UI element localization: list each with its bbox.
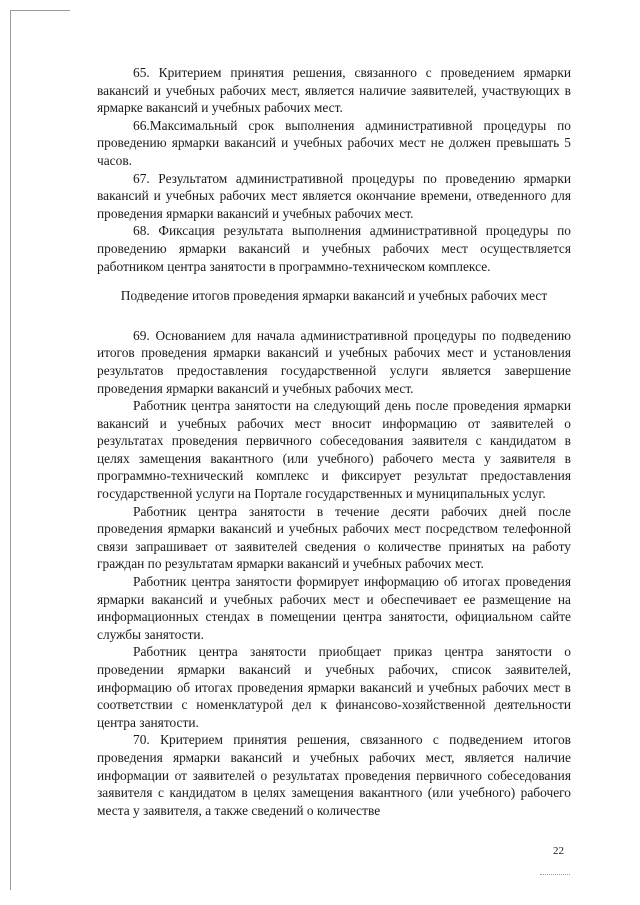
paragraph-66: 66.Максимальный срок выполнения административной процедуры по проведению ярмарки вакансий и учебных рабочих мест не должен превышать 5 часов. [97, 117, 571, 168]
page-number: 22 [553, 845, 564, 857]
paragraph-order: Работник центра занятости приобщает приказ центра занятости о проведении ярмарки вакансий и учебных рабочих, список заявителей, информацию об итогах проведения ярмарки вакансий и учебных рабочих мест в соответствии с номенклатурой дел к финансово-хозяйственной деятельности центра занятости. [97, 644, 571, 730]
paragraph-65: 65. Критерием принятия решения, связанного с проведением ярмарки вакансий и учебных рабочих мест, является наличие заявителей, участвующих в ярмарке вакансий и учебных рабочих мест. [97, 65, 571, 116]
document-body [97, 64, 571, 819]
paragraph-69: 69. Основанием для начала административной процедуры по подведению итогов проведения ярмарки вакансий и учебных рабочих мест и установления результатов предоставления государственной услуги является завершение проведения ярмарки вакансий и учебных рабочих мест. [97, 327, 571, 396]
paragraph-68: 68. Фиксация результата выполнения административной процедуры по проведению ярмарки вакансий и учебных рабочих мест осуществляется работником центра занятости в программно-техническом комплексе. [97, 223, 571, 274]
paragraph-70: 70. Критерием принятия решения, связанного с подведением итогов проведения ярмарки вакансий и учебных рабочих мест, является наличие информации от заявителей о результатах проведения первичного собеседования заявителя с кандидатом в целях замещения вакантного (или учебного) рабочего места у заявителя, а также сведений о количестве [97, 732, 571, 818]
paragraph-ten-days: Работник центра занятости в течение десяти рабочих дней после проведения ярмарки вакансий и учебных рабочих мест посредством телефонной связи запрашивает от заявителей сведения о количестве принятых на работу граждан по результатам ярмарки вакансий и учебных рабочих мест. [97, 503, 571, 572]
scan-edge-left [10, 10, 11, 890]
paragraph-info: Работник центра занятости формирует информацию об итогах проведения ярмарки вакансий и учебных рабочих мест и обеспечивает ее размещение на информационных стендах в помещении центра занятости, официальном сайте службы занятости. [97, 574, 571, 642]
paragraph-67: 67. Результатом административной процедуры по проведению ярмарки вакансий и учебных рабочих мест является окончание времени, отведенного для проведения ярмарки вакансий и учебных рабочих мест. [97, 170, 571, 221]
paragraph-next-day: Работник центра занятости на следующий день после проведения ярмарки вакансий и учебных рабочих мест вносит информацию от заявителей о результатах проведения первичного собеседования заявителя с кандидатом в целях замещения вакантного (или учебного) рабочего места у заявителя в программно-технический комплекс и фиксирует результат предоставления государственной услуги на Портале государственных и муниципальных услуг. [97, 398, 571, 502]
scan-edge-top [10, 10, 70, 11]
section-title: Подведение итогов проведения ярмарки вакансий и учебных рабочих мест [120, 288, 548, 304]
scan-mark [540, 874, 570, 876]
